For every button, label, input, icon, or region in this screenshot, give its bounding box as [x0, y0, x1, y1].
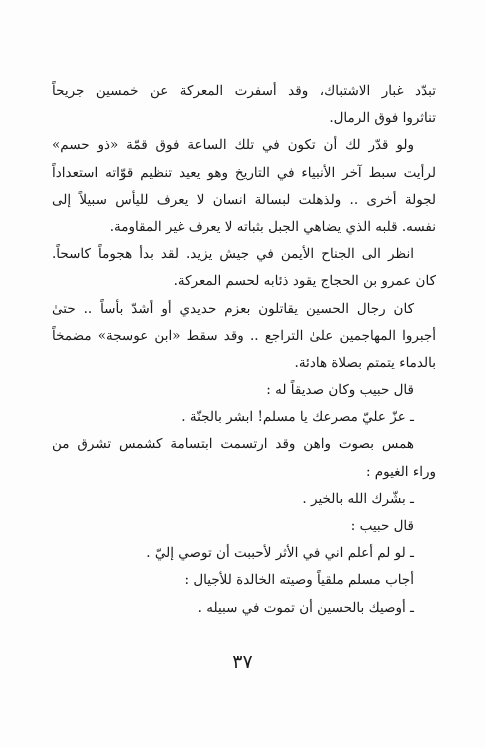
text-line: لرأيت سبط آخر الأنبياء في التاريخ وهو يعيد تنظيم قوّاته استعداداً [52, 164, 436, 181]
text-line: ـ عزّ عليّ مصرعك يا مسلم! ابشر بالجنّة . [181, 409, 414, 426]
text-line: كان رجال الحسين يقاتلون بعزم حديدي أو أشدّ بأساً .. حتىٰ [52, 300, 414, 317]
text-line: بالدماء يتمتم بصلاة هادئة. [294, 354, 436, 371]
text-line: همس بصوت واهن وقد ارتسمت ابتسامة كشمس تشرق من [52, 436, 414, 453]
text-line: لجولة أخرى .. ولذهلت لبسالة انسان لا يعرف لليأس سبيلاً إلى [52, 191, 436, 208]
text-line: أجاب مسلم ملقياً وصيته الخالدة للأجيال : [184, 572, 414, 589]
text-line: نفسه. قلبه الذي يضاهي الجبل بثباته لا يعرف غير المقاومة. [109, 218, 436, 235]
text-line: قال حبيب وكان صديقاً له : [266, 382, 414, 399]
text-line: قال حبيب : [350, 518, 414, 534]
text-line: كان عمرو بن الحجاج يقود ذئابه لحسم المعركة. [173, 273, 436, 290]
body-text [52, 78, 436, 622]
text-line: أجبروا المهاجمين علىٰ التراجع .. وقد سقط «ابن عوسجة» مضمخاً [52, 327, 436, 344]
text-line: انظر الى الجناح الأيمن في جيش يزيد. لقد بدأ هجوماً كاسحاً. [52, 246, 414, 263]
text-line: ـ أوصيك بالحسين أن تموت في سبيله . [197, 599, 414, 616]
text-line: وراء الغيوم : [365, 463, 436, 480]
text-line: ولو قدّر لك أن تكون في تلك الساعة فوق قمّة «ذو حسم» [52, 137, 414, 154]
page-number: ٣٧ [232, 651, 253, 673]
text-line: ـ بشّرك الله بالخير . [302, 490, 414, 507]
text-line: تبدّد غبار الاشتباك، وقد أسفرت المعركة عن خمسين جريحاً [52, 83, 436, 99]
text-line: ـ لو لم أعلم اني في الأثر لأحببت أن توصي إليّ . [146, 545, 414, 562]
text-line: تناثروا فوق الرمال. [329, 110, 436, 127]
